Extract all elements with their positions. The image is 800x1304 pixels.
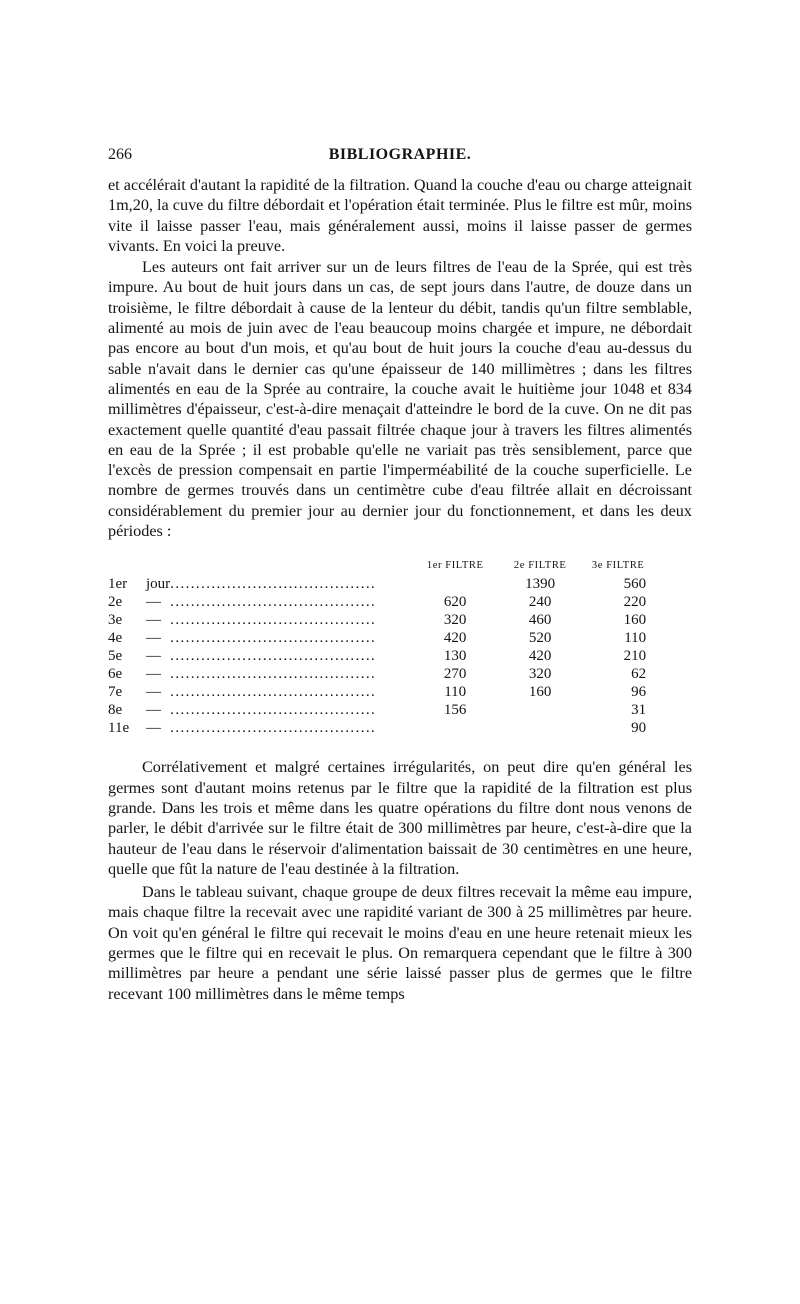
table-row: [108, 701, 656, 719]
day-cell: 8e: [108, 702, 123, 719]
filter-1-value: 620: [443, 594, 467, 611]
germ-count-table: [108, 555, 656, 737]
column-header: 2e FILTRE: [513, 560, 567, 572]
table-row: [108, 647, 656, 665]
leader-dots: ........................................: [170, 612, 377, 629]
filter-1-value: 320: [443, 612, 467, 629]
leader-dots: ........................................: [170, 720, 377, 737]
filter-1-value: 420: [443, 630, 467, 647]
table-row: [108, 683, 656, 701]
day-suffix-cell: —: [146, 666, 161, 683]
table-row: [108, 629, 656, 647]
filter-1-value: [420, 719, 490, 737]
paragraph-2: Les auteurs ont fait arriver sur un de leurs filtres de l'eau de la Sprée, qui est très impure. Au bout de huit jours dans un cas, de sept jours dans l'autre, de douze dans un troisième, le filtre débordait à cause de la lenteur du débit, tandis qu'un filtre semblable, alimenté au mois de juin avec de l'eau beaucoup moins chargée et impure, ne débordait pas encore au bout d'un mois, et qu'au bout de huit jours la couche d'eau au-dessus du sable n'avait dans le dernier cas qu'une épaisseur de 140 millimètres ; dans les filtres alimentés en eau de la Sprée au contraire, la couche avait le huitième jour 1048 et 834 millimètres d'épaisseur, c'est-à-dire menaçait d'atteindre le bord de la cuve. On ne dit pas exactement quelle quantité d'eau passait filtrée chaque jour à travers les filtres alimentés en eau de la Sprée ; il est probable qu'elle ne variait pas très sensiblement, parce que l'excès de pression compensait en partie l'imperméabilité de la couche superficielle. Le nombre de germes trouvés dans un centimètre cube d'eau filtrée allait en décroissant considérablement du premier jour au dernier jour du fonctionnement, et dans les deux périodes :: [108, 258, 692, 541]
leader-dots: ........................................: [170, 666, 377, 683]
filter-3-value: 90: [631, 720, 647, 737]
book-page: [108, 143, 692, 1004]
filter-3-value: 210: [623, 648, 647, 665]
filter-3-value: 220: [623, 594, 647, 611]
day-suffix-cell: —: [146, 648, 161, 665]
paragraph-1: et accélérait d'autant la rapidité de la filtration. Quand la couche d'eau ou charge atteignait 1m,20, la cuve du filtre débordait et l'opération était terminée. Plus le filtre est mûr, moins vite il laisse passer l'eau, mais généralement aussi, moins il laisse passer de germes vivants. En voici la preuve.: [108, 176, 692, 255]
table-row: [108, 665, 656, 683]
day-cell: 2e: [108, 594, 123, 611]
leader-dots: ........................................: [170, 684, 377, 701]
day-cell: 6e: [108, 666, 123, 683]
day-suffix-cell: —: [146, 630, 161, 647]
day-cell: 7e: [108, 684, 123, 701]
filter-3-value: 96: [631, 684, 647, 701]
filter-3-value: 160: [623, 612, 647, 629]
filter-2-value: 320: [528, 666, 552, 683]
filter-2-value: 160: [528, 684, 552, 701]
page-number: 266: [108, 146, 132, 163]
leader-dots: ........................................: [170, 630, 377, 647]
filter-2-value: [490, 719, 590, 737]
day-suffix-cell: —: [146, 612, 161, 629]
table-row: [108, 611, 656, 629]
day-suffix-cell: —: [146, 594, 161, 611]
page-header: [108, 143, 692, 169]
filter-2-value: 1390: [525, 576, 556, 593]
day-cell: 11e: [108, 720, 130, 737]
filter-1-value: 110: [444, 684, 467, 701]
paragraph-3: Corrélativement et malgré certaines irrégularités, on peut dire qu'en général les germes sont d'autant moins retenus par le filtre que la rapidité de la filtration est plus grande. Dans les trois et même dans les quatre opérations du filtre dont nous venons de parler, le débit d'arrivée sur le filtre était de 300 millimètres par heure, c'est-à-dire que la hauteur de l'eau dans le réservoir d'alimentation baissait de 30 centimètres en une heure, quelle que fût la nature de l'eau destinée à la filtration.: [108, 758, 692, 878]
day-suffix-cell: jour: [146, 576, 171, 593]
column-header: 3e FILTRE: [591, 560, 645, 572]
filter-1-value: 270: [443, 666, 467, 683]
day-suffix-cell: —: [146, 684, 161, 701]
day-suffix-cell: —: [146, 720, 161, 737]
leader-dots: ........................................: [170, 648, 377, 665]
table-row: [108, 593, 656, 611]
table-body: [108, 575, 656, 737]
filter-3-value: 62: [631, 666, 647, 683]
filter-3-value: 110: [624, 630, 647, 647]
leader-dots: ........................................: [170, 702, 377, 719]
filter-1-value: [420, 575, 490, 593]
day-cell: 4e: [108, 630, 123, 647]
day-cell: 5e: [108, 648, 123, 665]
table-row: [108, 575, 656, 593]
running-title: BIBLIOGRAPHIE.: [328, 146, 472, 163]
filter-2-value: 460: [528, 612, 552, 629]
filter-2-value: 520: [528, 630, 552, 647]
filter-2-value: 240: [528, 594, 552, 611]
column-header: 1er FILTRE: [426, 560, 484, 572]
day-cell: 1er: [108, 576, 128, 593]
filter-1-value: 156: [443, 702, 467, 719]
paragraph-4: Dans le tableau suivant, chaque groupe de deux filtres recevait la même eau impure, mais chaque filtre la recevait avec une rapidité variant de 300 à 25 millimètres par heure. On voit qu'en général le filtre qui recevait le moins d'eau en une heure retenait mieux les germes que le filtre qui en recevait le plus. On remarquera cependant que le filtre à 300 millimètres par heure a pendant une série laissé passer plus de germes que le filtre recevant 100 millimètres dans le même temps: [108, 883, 692, 1003]
table-header-row: [108, 555, 656, 575]
leader-dots: ........................................: [170, 594, 377, 611]
filter-3-value: 31: [631, 702, 647, 719]
filter-1-value: 130: [443, 648, 467, 665]
day-suffix-cell: —: [146, 702, 161, 719]
table-row: [108, 719, 656, 737]
filter-2-value: [490, 701, 590, 719]
filter-2-value: 420: [528, 648, 552, 665]
day-cell: 3e: [108, 612, 123, 629]
leader-dots: ........................................: [170, 576, 377, 593]
filter-3-value: 560: [623, 576, 647, 593]
